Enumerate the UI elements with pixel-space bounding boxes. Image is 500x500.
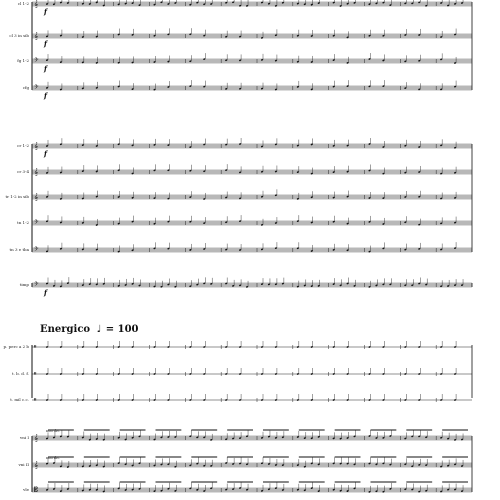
clef-icon: 𝄥 [34,343,37,351]
staff-label: timp [19,282,29,287]
clef-icon: 𝄞 [34,434,39,442]
staff-label: tr 1-2 in sib [5,194,29,199]
clef-icon: 𝄞 [34,461,39,469]
clef-icon: 𝄞 [34,0,39,8]
staff-label: cr 1-2 [17,143,29,148]
staff-label: vle [23,487,29,492]
tempo-word: Energico [40,324,91,335]
staff-label: cl 3 in sib [9,33,29,38]
system-percussion [4,341,473,404]
staff-winds-3 [23,80,472,100]
system-winds [9,0,472,100]
tempo-marking [40,324,139,335]
staff-winds-0 [18,0,472,16]
clef-icon: 𝄢 [34,84,39,92]
staff-label: tn 3 e tba [9,247,29,252]
staff-percussion-2 [10,394,472,404]
clef-icon: 𝄢 [34,281,39,289]
staff-brass-0 [17,138,472,158]
staff-label: vni II [18,462,29,467]
dynamic-marking: f [44,7,48,16]
tempo-note: ♩ [96,324,102,335]
staff-label: tn 1-2 [17,220,29,225]
staff-winds-2 [17,53,472,73]
system-timpani [20,277,472,297]
dynamic-marking: f [44,149,48,158]
clef-icon: 𝄞 [34,193,39,201]
expression-text: non div. [46,456,60,460]
staff-brass-4 [10,242,472,254]
staff-winds-1 [9,28,472,48]
staff-label: cl 1-2 [17,1,29,6]
staff-strings-1 [17,457,472,470]
staff-label: t. mil c.c. [10,397,29,402]
system-brass [5,138,472,254]
dynamic-marking: f [44,64,48,73]
clef-icon: 𝄢 [34,57,39,65]
score-systems [4,0,473,494]
staff-timpani-0 [20,277,472,297]
staff-strings-2 [22,482,472,494]
staff-label: cfg [22,85,29,90]
dynamic-marking: f [44,39,48,48]
system-strings [17,429,472,494]
clef-icon: 𝄡 [34,486,38,494]
staff-strings-0 [19,430,472,443]
staff-label: fg 1-2 [17,58,29,63]
expression-text: non div. [46,429,60,433]
clef-icon: 𝄢 [34,219,39,227]
dynamic-marking: f [44,91,48,100]
tempo-value: = 100 [105,324,139,335]
staff-percussion-0 [4,341,473,351]
staff-brass-1 [17,164,472,177]
staff-label: t. b. d. f. [12,371,29,376]
clef-icon: 𝄞 [34,168,39,176]
clef-icon: 𝄥 [34,396,37,404]
staff-label: cr 3-4 [17,169,29,174]
staff-brass-2 [5,189,472,202]
clef-icon: 𝄢 [34,246,39,254]
clef-icon: 𝄞 [34,32,39,40]
staff-label: p. perc a 2 b [3,344,29,349]
dynamic-marking: f [44,288,48,297]
clef-icon: 𝄥 [34,370,37,378]
staff-brass-3 [17,215,472,227]
staff-percussion-1 [12,368,472,378]
staff-label: vni I [20,435,29,440]
clef-icon: 𝄞 [34,142,39,150]
